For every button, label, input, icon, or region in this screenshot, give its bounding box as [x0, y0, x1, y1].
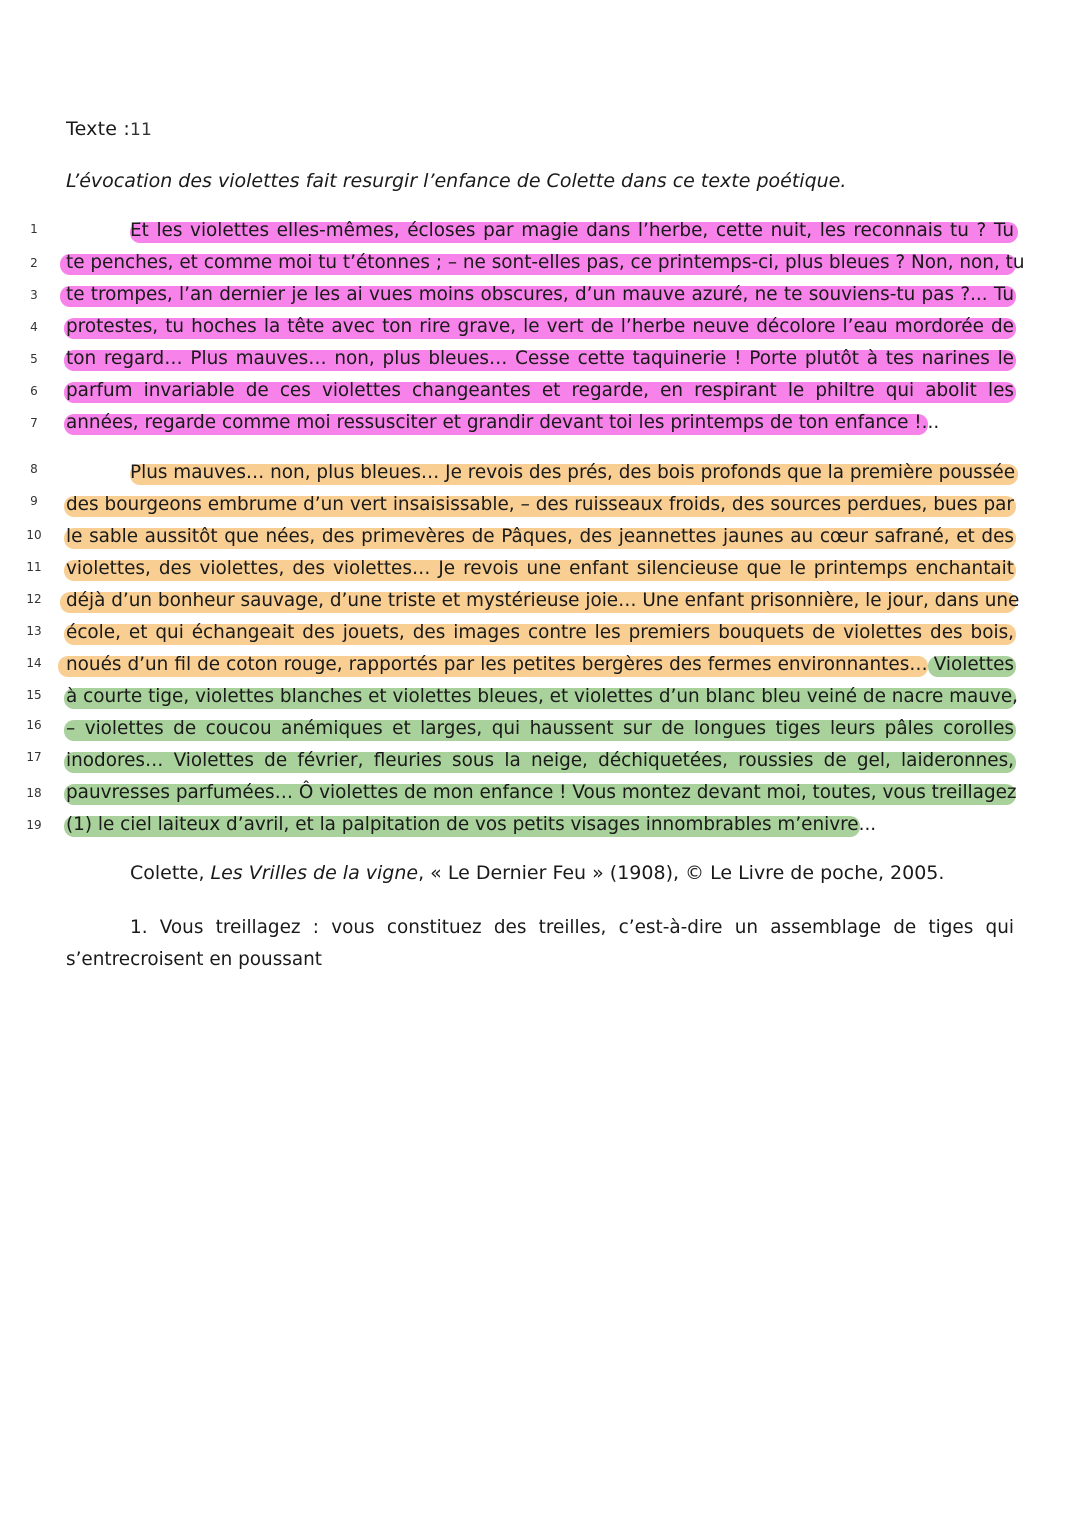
line-number: 18 — [26, 786, 42, 800]
line-number: 1 — [30, 222, 38, 236]
text-line — [66, 522, 1014, 552]
text-line — [66, 746, 1014, 776]
line-number: 15 — [26, 688, 42, 702]
line-text: Et les violettes elles-mêmes, écloses par magie dans l’herbe, cette nuit, les reconnais tu ? Tu — [130, 220, 1014, 241]
line-text: noués d’un fil de coton rouge, rapportés par les petites bergères des fermes environnantes… Violettes — [66, 654, 1014, 675]
source-author: Colette, — [130, 862, 211, 884]
line-number: 5 — [30, 352, 38, 366]
line-text: – violettes de coucou anémiques et larges, qui haussent sur de longues tiges leurs pâles corolles — [66, 718, 1014, 739]
line-text: parfum invariable de ces violettes changeantes et regarde, en respirant le philtre qui abolit les — [66, 380, 1014, 401]
intro-sentence: L’évocation des violettes fait resurgir l’enfance de Colette dans ce texte poétique. — [66, 170, 847, 192]
line-number: 7 — [30, 416, 38, 430]
line-text: Plus mauves… non, plus bleues… Je revois des prés, des bois profonds que la première poussée — [130, 462, 1016, 483]
line-text: violettes, des violettes, des violettes… Je revois une enfant silencieuse que le printemps enchantait — [66, 558, 1014, 579]
line-number: 11 — [26, 560, 42, 574]
line-number: 2 — [30, 256, 38, 270]
line-text: (1) le ciel laiteux d’avril, et la palpitation de vos petits visages innombrables m’enivre... — [66, 814, 877, 835]
text-line — [66, 312, 1014, 342]
text-line — [66, 682, 1019, 712]
line-text: école, et qui échangeait des jouets, des images contre les premiers bouquets de violettes des bois, — [66, 622, 1014, 643]
line-text: protestes, tu hoches la tête avec ton rire grave, le vert de l’herbe neuve décolore l’eau mordorée de — [66, 316, 1014, 337]
line-text: pauvresses parfumées… Ô violettes de mon enfance ! Vous montez devant moi, toutes, vous treillagez — [66, 782, 1017, 803]
text-line — [66, 586, 1020, 616]
line-number: 10 — [26, 528, 42, 542]
line-number: 4 — [30, 320, 38, 334]
text-line — [66, 490, 1014, 520]
line-number: 12 — [26, 592, 42, 606]
line-text: le sable aussitôt que nées, des primevères de Pâques, des jeannettes jaunes au cœur safrané, et des — [66, 526, 1014, 547]
line-number: 17 — [26, 750, 42, 764]
source-title: Les Vrilles de la vigne — [210, 862, 419, 884]
line-number: 14 — [26, 656, 42, 670]
text-line — [66, 376, 1014, 406]
source-citation — [130, 862, 944, 884]
text-line — [66, 458, 1014, 488]
line-number: 19 — [26, 818, 42, 832]
line-text: à courte tige, violettes blanches et violettes bleues, et violettes d’un blanc bleu veiné de nacre mauve, — [66, 686, 1019, 707]
line-text: déjà d’un bonheur sauvage, d’une triste et mystérieuse joie… Une enfant prisonnière, le jour, dans une — [66, 590, 1020, 611]
line-number: 13 — [26, 624, 42, 638]
text-line — [66, 618, 1014, 648]
line-number: 6 — [30, 384, 38, 398]
text-line — [66, 344, 1014, 374]
line-text: années, regarde comme moi ressusciter et grandir devant toi les printemps de ton enfance !... — [66, 412, 940, 433]
handwritten-text-number: 11 — [129, 120, 153, 140]
text-line — [66, 216, 1014, 246]
line-text: des bourgeons embrume d’un vert insaisissable, – des ruisseaux froids, des sources perdues, bues par — [66, 494, 1014, 515]
text-line — [66, 554, 1014, 584]
text-line — [66, 280, 1014, 310]
source-details: , « Le Dernier Feu » (1908), © Le Livre de poche, 2005. — [418, 862, 945, 884]
line-number: 16 — [26, 718, 42, 732]
line-number: 9 — [30, 494, 38, 508]
line-number: 3 — [30, 288, 38, 302]
text-line — [66, 714, 1014, 744]
line-text: te trompes, l’an dernier je les ai vues moins obscures, d’un mauve azuré, ne te souviens-tu pas ?... Tu — [66, 284, 1014, 305]
footnote-line-1: 1. Vous treillagez : vous constituez des treilles, c’est-à-dire un assemblage de tiges qui — [130, 917, 1014, 938]
line-number: 8 — [30, 462, 38, 476]
line-text: ton regard… Plus mauves… non, plus bleues… Cesse cette taquinerie ! Porte plutôt à tes narines le — [66, 348, 1014, 369]
text-heading — [66, 118, 152, 140]
line-text: inodores… Violettes de février, fleuries sous la neige, déchiquetées, roussies de gel, laideronnes, — [66, 750, 1014, 771]
footnote — [66, 912, 1014, 976]
heading-label: Texte : — [66, 118, 130, 140]
line-text: te penches, et comme moi tu t’étonnes ; – ne sont-elles pas, ce printemps-ci, plus bleues ? Non, non, tu — [66, 252, 1025, 273]
text-line — [66, 248, 1025, 278]
text-line — [66, 810, 1014, 840]
text-line — [66, 408, 1014, 438]
text-line — [66, 650, 1014, 680]
footnote-line-2: s’entrecroisent en poussant — [66, 949, 323, 970]
text-line — [66, 778, 1017, 808]
